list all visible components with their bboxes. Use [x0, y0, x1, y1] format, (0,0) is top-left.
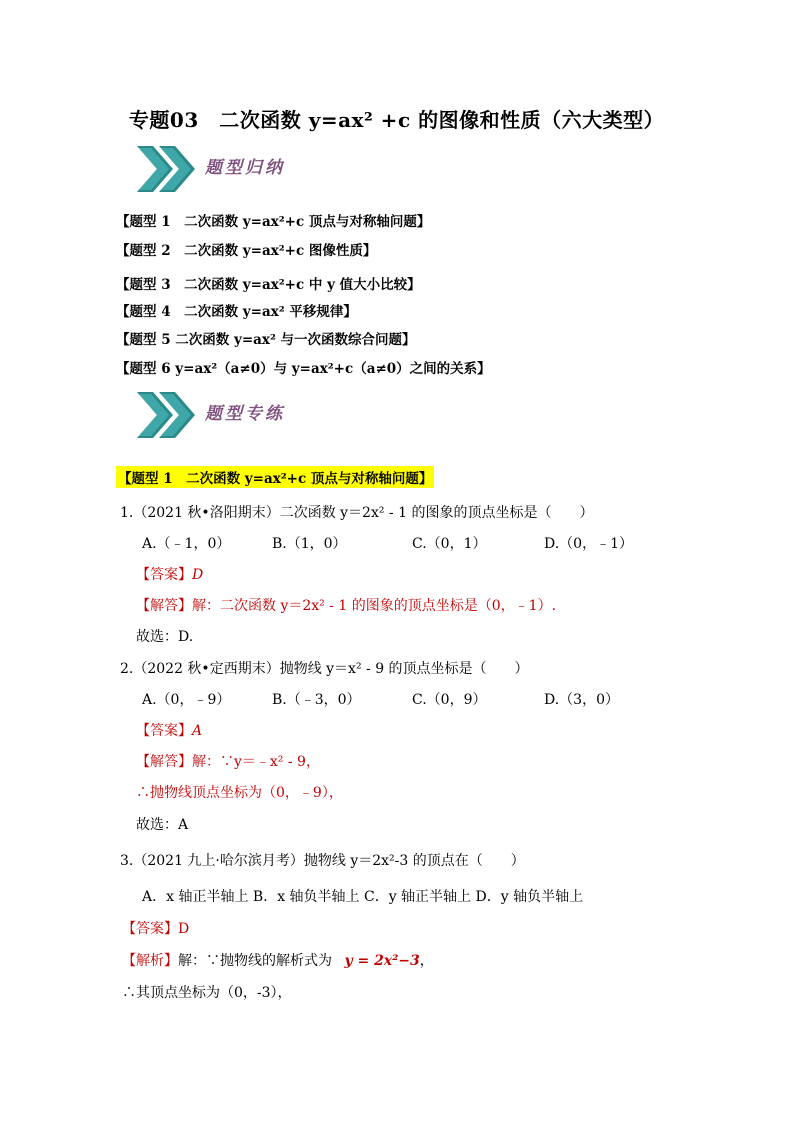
solution-text: 解：∵抛物线的解析式为 — [178, 953, 332, 969]
q2-option-d: D.（3，0） — [544, 692, 619, 708]
section-heading: 【题型 1 二次函数 y=ax²+c 顶点与对称轴问题】 — [116, 466, 434, 488]
q3-solution-line-2: ∴其顶点坐标为（0，-3）， — [122, 985, 292, 1001]
q2-solution — [136, 751, 320, 771]
answer-label: 【答案】 — [136, 723, 192, 739]
summary-item-6: 【题型 6 y=ax²（a≠0）与 y=ax²+c（a≠0）之间的关系】 — [116, 361, 491, 377]
double-chevron-icon — [133, 140, 203, 198]
solution-formula: y = 2x²−3 — [344, 953, 420, 969]
answer-label: 【答案】 — [136, 567, 192, 583]
solution-label: 【解析】 — [122, 953, 178, 969]
summary-item-1: 【题型 1 二次函数 y=ax²+c 顶点与对称轴问题】 — [116, 214, 431, 230]
answer-value: D — [178, 921, 190, 937]
summary-item-2: 【题型 2 二次函数 y=ax²+c 图像性质】 — [116, 243, 377, 259]
double-chevron-icon — [133, 386, 203, 444]
section-banner-practice — [133, 386, 333, 444]
banner-title: 题型专练 — [205, 404, 285, 424]
q2-answer — [136, 720, 202, 740]
solution-label: 【解答】 — [136, 598, 192, 614]
q1-solution — [136, 595, 556, 615]
page-title: 专题03 二次函数 y=ax² +c 的图像和性质（六大类型） — [128, 108, 665, 132]
choice-text: 故选：A — [136, 817, 189, 833]
q3-options: A．x 轴正半轴上 B．x 轴负半轴上 C．y 轴正半轴上 D．y 轴负半轴上 — [142, 889, 584, 905]
q2-option-c: C.（0，9） — [412, 692, 487, 708]
solution-comma: ， — [419, 953, 434, 969]
summary-item-4: 【题型 4 二次函数 y=ax² 平移规律】 — [116, 304, 357, 320]
section-banner-summary — [133, 140, 333, 198]
q2-option-b: B.（﹣3，0） — [272, 692, 361, 708]
answer-value: D — [192, 567, 204, 583]
answer-value: A — [192, 723, 203, 739]
question-1-stem: 1.（2021 秋•洛阳期末）二次函数 y＝2x² - 1 的图象的顶点坐标是（ ） — [120, 505, 594, 521]
q2-solution-line-2: ∴抛物线顶点坐标为（0，﹣9）， — [136, 785, 343, 801]
q1-option-b: B.（1，0） — [272, 536, 347, 552]
answer-label: 【答案】 — [122, 921, 178, 937]
q1-option-a: A.（﹣1，0） — [142, 536, 231, 552]
q1-option-c: C.（0，1） — [412, 536, 487, 552]
q2-choice — [136, 814, 188, 834]
question-2-stem: 2.（2022 秋•定西期末）抛物线 y＝x² - 9 的顶点坐标是（ ） — [120, 661, 529, 677]
question-3-stem: 3.（2021 九上·哈尔滨月考）抛物线 y＝2x²-3 的顶点在（ ） — [120, 853, 525, 869]
solution-text: 解：∵y＝﹣x² - 9， — [192, 754, 320, 770]
solution-text: 解：二次函数 y＝2x² - 1 的图象的顶点坐标是（0，﹣1）. — [192, 598, 557, 614]
banner-title: 题型归纳 — [205, 158, 285, 178]
summary-item-5: 【题型 5 二次函数 y=ax² 与一次函数综合问题】 — [116, 332, 416, 348]
q3-answer — [122, 918, 189, 938]
summary-item-3: 【题型 3 二次函数 y=ax²+c 中 y 值大小比较】 — [116, 277, 421, 293]
q1-choice: 故选：D. — [136, 629, 194, 645]
q1-option-d: D.（0，﹣1） — [544, 536, 633, 552]
q3-solution — [122, 950, 434, 970]
q1-answer — [136, 564, 203, 584]
solution-label: 【解答】 — [136, 754, 192, 770]
q2-option-a: A.（0，﹣9） — [142, 692, 231, 708]
